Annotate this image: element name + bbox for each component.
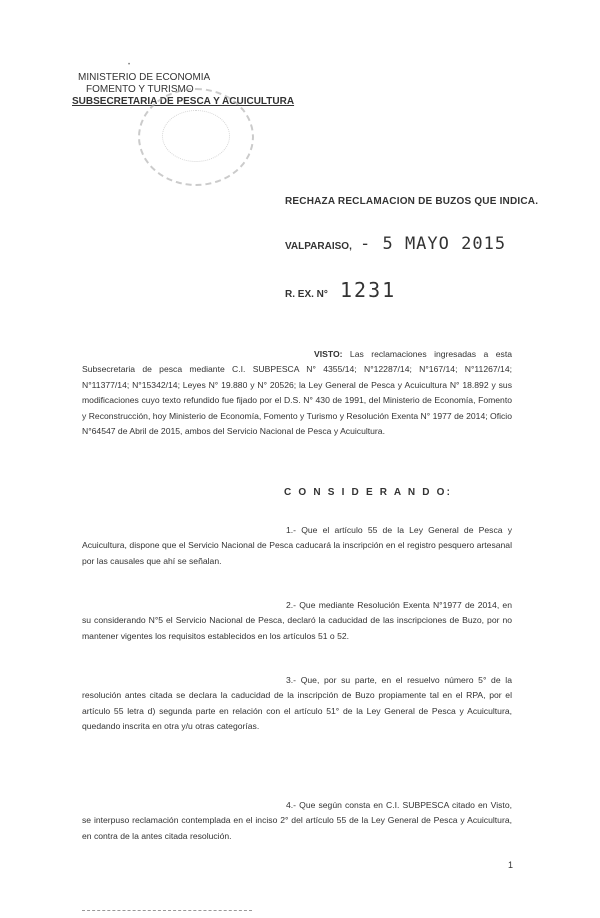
- visto-label: VISTO:: [314, 349, 343, 359]
- considerando-heading: C O N S I D E R A N D O:: [284, 487, 453, 498]
- visto-text: Las reclamaciones ingresadas a esta Subsecretaria de pesca mediante C.I. SUBPESCA N° 4355/14; N°12287/14; N°167/14; N°11267/14; N°11377/14; N°15342/14; Leyes N° 19.880 y N° 20526; la Ley General de Pesca y Acuicultura N° 18.892 y sus modificaciones cuyo texto refundido fue fijado por el D.S. N° 430 de 1991, del Ministerio de Economía, Fomento y Reconstrucción, hoy Ministerio de Economía, Fomento y Turismo y Resolución Exenta N° 1977 de 2014; Oficio N°64547 de Abril de 2015, ambos del Servicio Nacional de Pesca y Acuicultura.: [82, 349, 512, 437]
- considerando-paragraph-1: 1.- Que el artículo 55 de la Ley General de Pesca y Acuicultura, dispone que el Servicio Nacional de Pesca caducará la inscripción en el registro pesquero artesanal por las causales que ahí se señalan.: [82, 525, 512, 566]
- official-seal-inner: [162, 110, 230, 162]
- date-stamp: - 5 MAYO 2015: [360, 234, 507, 254]
- rex-number: 1231: [340, 278, 397, 302]
- footer-rule: [82, 910, 252, 911]
- ministry-subline: FOMENTO Y TURISMO: [86, 84, 194, 95]
- considerando-paragraph-3: 3.- Que, por su parte, en el resuelvo número 5° de la resolución antes citada se declara la caducidad de la inscripción de Buzo propiamente tal en el RPA, por el artículo 55 letra d) segunda parte en relación con el artículo 51° de la Ley General de Pesca y Acuicultura, quedando inscrita en otra y/u otras categorías.: [82, 675, 512, 732]
- ink-mark: •: [128, 62, 131, 68]
- subsecretaria-line: SUBSECRETARIA DE PESCA Y ACUICULTURA: [72, 96, 295, 107]
- rex-label: R. EX. N°: [285, 289, 328, 300]
- visto-paragraph: [82, 347, 512, 439]
- considerando-paragraph-4: 4.- Que según consta en C.I. SUBPESCA citado en Visto, se interpuso reclamación contemplada en el inciso 2° del artículo 55 de la Ley General de Pesca y Acuicultura, en contra de la antes citada resolución.: [82, 800, 512, 841]
- place-label: VALPARAISO,: [285, 241, 352, 252]
- resolution-title: RECHAZA RECLAMACION DE BUZOS QUE INDICA.: [285, 196, 539, 207]
- considerando-paragraph-2: 2.- Que mediante Resolución Exenta N°1977 de 2014, en su considerando N°5 el Servicio Nacional de Pesca, declaró la caducidad de las inscripciones de Buzo, por no mantener vigentes los requisitos establecidos en los artículos 51 o 52.: [82, 600, 512, 641]
- page-number: 1: [508, 860, 514, 870]
- ministry-line: MINISTERIO DE ECONOMIA: [78, 72, 211, 83]
